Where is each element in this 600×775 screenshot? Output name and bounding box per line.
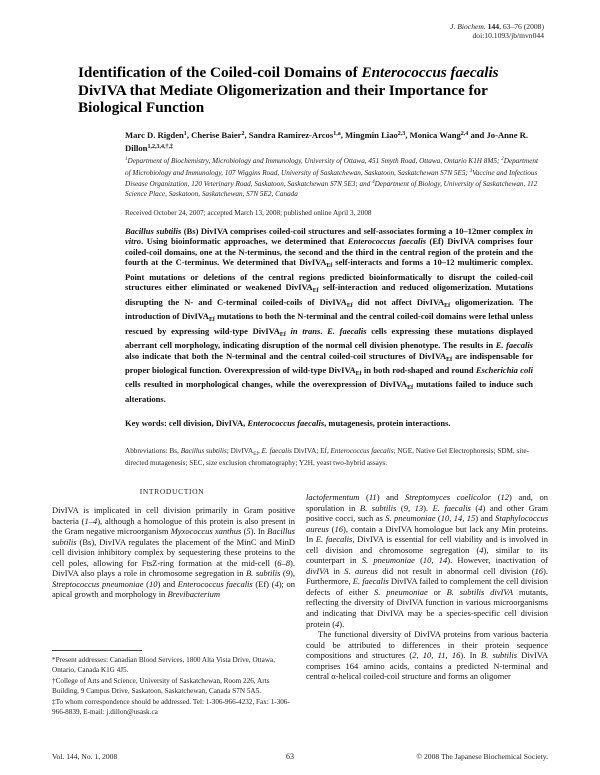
body-text: E. faecalis [315, 534, 353, 545]
body-text: DivIVA failed to complement the cell division defects of either [306, 576, 548, 597]
abs-text: in trans [290, 325, 321, 336]
affil-4: Department of Biology, University of Saskatchewan, 112 Science Place, Saskatoon, Saskatchewan, S7N 5E2, Canada [125, 180, 538, 198]
body-text: ( [414, 555, 423, 566]
abbr-text: ; DivIVA [226, 447, 254, 455]
abbr-text: ; NGE, Native Gel Electrophoresis; SDM, site-directed mutagenesis; SEC, size exclusion chromatography; Y2H, yeast two-hybrid assays. [125, 447, 529, 468]
body-text: DivIVA comprises 164 amino acids, contains a predicted N-terminal and central α-helical coiled-coil structure and forms an oligomer [306, 650, 549, 682]
body-text: ). [423, 502, 433, 513]
body-text: ) and other Gram positive cocci, such as [306, 502, 548, 524]
abbr-text: DivIVA; Ef, [291, 447, 331, 455]
body-text: ( [328, 523, 335, 534]
abs-sub: Ef [407, 385, 414, 392]
body-text: E. faecalis [432, 502, 471, 513]
author [410, 130, 487, 140]
body-text: Brevibacterium [167, 589, 220, 600]
body-text: ( [396, 502, 404, 513]
abs-text: self-interacts and forms a 10–12 multimeric complex. Point mutations or deletions of the central regions predicted bioinformatically to disrupt the coiled-coil structures either eliminated or weakened DivIVA [125, 257, 533, 293]
body-text: Streptococcus pneumoniae [52, 578, 144, 589]
received-dates: Received October 24, 2007; accepted March 13, 2008; published online April 3, 2008 [125, 209, 372, 217]
citation-ref[interactable]: 9 [285, 568, 291, 579]
abs-text: did not affect DivIVA [352, 296, 445, 307]
body-text: ) and [376, 492, 406, 502]
citation-ref[interactable]: 4 [274, 578, 279, 589]
body-text: B. subtilis divIVA [446, 586, 514, 597]
title-part-2: DivIVA that Mediate Oligomerization and their Importance for Biological Function [78, 81, 488, 116]
citation-ref[interactable]: 16 [534, 565, 544, 576]
citation-ref[interactable]: 6–8 [277, 557, 291, 568]
author-mark: 2 [241, 131, 245, 137]
body-text: mutants, reflecting the diversity of DivIVA function in various microorganisms and indicating that DivIVA may be a species-specific cell division protein ( [306, 586, 548, 629]
author-sep: , [405, 130, 410, 140]
abs-text: also indicate that both the N-terminal and the central coiled-coil structures of DivIVA [125, 350, 447, 361]
body-text: S. aureus [344, 565, 378, 576]
body-text: ). In [460, 650, 481, 661]
abs-text: E. faecalis [495, 340, 533, 351]
abstract [125, 226, 533, 404]
body-text: B. subtilis [480, 650, 518, 661]
abs-text: Enterococcus faecalis [347, 236, 427, 247]
citation-ref[interactable]: 1–4 [84, 515, 98, 526]
body-text: Streptomyces coelicolor [405, 492, 492, 502]
body-text: B. subtilis [245, 568, 281, 579]
abs-sub: Ef [446, 356, 453, 363]
body-text: did not result in abnormal cell division ( [377, 565, 535, 576]
abs-text: E. faecalis [327, 325, 367, 336]
body-text: ), [290, 568, 295, 579]
abs-text: self-interaction and reduced oligomerization. Mutations disrupting the N- and C-terminal coiled-coils of DivIVA [125, 282, 534, 307]
abs-sub: Ef [346, 302, 353, 309]
abbr-text: E. faecalis [261, 447, 292, 455]
abbr-text: Abbreviations: Bs, [125, 447, 181, 455]
body-text: ), although a homologue of this protein is also present in the Gram negative microorganism [52, 515, 295, 537]
author-mark: 1,a [333, 131, 341, 137]
footnotes [52, 656, 292, 719]
abs-sub: Ef [312, 288, 319, 295]
kw-text: Enterococcus faecalis [247, 418, 325, 428]
abs-sub: Ef [355, 370, 362, 377]
affil-3: Vaccine and Infectious Disease Organization, 120 Veterinary Road, Saskatoon, Saskatchewan S7N 5E3; and [125, 168, 538, 189]
abs-text: cells resulted in morphological changes, while the overexpression of DivIVA [125, 379, 408, 390]
body-text: ) and, on sporulation in [306, 492, 548, 513]
author-mark: 1 [183, 131, 187, 137]
affil-2: Department of Microbiology and Immunology, 107 Wiggins Road, University of Saskatchewan, Saskatoon, Saskatchewan S7N 5E5; [125, 157, 539, 177]
abbr-text: , [258, 447, 262, 455]
body-text: ). [339, 618, 345, 629]
abbr-text: Enterococcus faecalis [330, 447, 394, 455]
citation-ref[interactable]: 11 [368, 492, 377, 502]
body-text: DivIVA is implicated in cell division primarily in Gram positive bacteria ( [52, 505, 295, 526]
citation-ref[interactable]: 4 [335, 618, 340, 629]
body-text: Enterococcus faecalis [177, 578, 253, 589]
author-list [125, 128, 535, 154]
citation-ref[interactable]: 9, 13 [403, 502, 424, 513]
body-text: ( [143, 578, 149, 589]
citation-ref[interactable]: 4 [479, 544, 484, 555]
journal-name: J. Biochem. [450, 22, 486, 31]
affil-mark: 4 [372, 180, 375, 186]
author-name: Mingmin Liao [345, 130, 398, 140]
abs-text: . [320, 325, 328, 336]
footnote-rule [52, 650, 142, 651]
body-text: ). In [250, 526, 268, 537]
abbreviations [125, 447, 535, 469]
author-name: Cherise Baier [191, 130, 242, 140]
keywords [125, 418, 533, 429]
citation-ref[interactable]: 10, 14, 15 [440, 513, 476, 524]
body-text: ( [280, 568, 286, 579]
author-sep: and [468, 130, 487, 140]
author-mark: 1,2,3,4,†,‡ [147, 144, 174, 150]
intro-right-column [306, 492, 548, 682]
footer-volume: Vol. 144, No. 1, 2008 [52, 752, 118, 761]
affil-mark: 1 [125, 157, 128, 162]
abs-sub: Ef [444, 302, 451, 309]
body-text: ), similar to its counterpart in [306, 544, 548, 566]
body-text: The functional diversity of DivIVA proteins from various bacteria could be attributed to differences in their protein sequence compositions and structures ( [306, 629, 548, 661]
body-text: ) and [475, 513, 496, 524]
kw-text: Key words: cell division, DivIVA, [125, 418, 248, 428]
body-text: Bacillus subtilis [52, 526, 295, 547]
citation-ref[interactable]: 2, 10, 11, 16 [412, 650, 461, 661]
body-text: divIVA [306, 565, 329, 576]
citation-ref[interactable]: 10, 14 [422, 555, 448, 566]
abs-sub: Ef [279, 331, 286, 338]
journal-header [450, 22, 544, 40]
body-text: ( [241, 526, 247, 537]
affiliations [125, 155, 545, 199]
author-sep: , [244, 130, 249, 140]
affil-mark: 3 [469, 168, 473, 174]
body-text: S. pneumoniae [361, 555, 415, 566]
author-name: Monica Wang [409, 130, 461, 140]
body-text: B. subtilis [359, 502, 397, 513]
title-species: Enterococcus faecalis [361, 64, 499, 81]
abs-sub: Ef [208, 317, 215, 324]
body-text: Staphylococcus aureus [306, 513, 549, 534]
author-name: Marc D. Rigden [125, 130, 184, 140]
abs-text: cells expressing these mutations displayed aberrant cell morphology, indicating disruption of the normal cell division phenotype. The results in [125, 325, 534, 351]
body-text: ( [359, 492, 369, 502]
abs-text: are indispensable for proper biological function. Overexpression of wild-type DivIVA [125, 350, 533, 375]
body-text: ). DivIVA also plays a role in chromosome segregation in [52, 557, 295, 579]
abs-text: (Ef) DivIVA comprises four coiled-coil domains, one at the N-terminus, the second and the third in the central region of the protein and the fourth at the C-terminus. We determined that DivIVA [125, 236, 533, 268]
body-text: ( [435, 513, 441, 524]
affil-1: Department of Biochemistry, Microbiology and Immunology, University of Ottawa, 451 Smyth Road, Ottawa, Ontario K1H 8M5; [127, 157, 502, 165]
footnote: †College of Arts and Science, University of Saskatchewan, Room 226, Arts Building, 9 Campus Drive, Saskatoon, Saskatchewan, Canada S7N 5A5. [52, 677, 270, 695]
author-name: Sandra Ramirez-Arcos [248, 130, 334, 140]
citation-ref[interactable]: 16 [334, 523, 344, 534]
author [191, 130, 249, 140]
body-text: , DivIVA is essential for cell viability and is involved in cell division and chromosome segregation ( [306, 534, 548, 555]
abs-text: in both rod-shaped and round [361, 364, 476, 375]
abbr-text: Bacillus subtilis [180, 447, 227, 455]
citation-ref[interactable]: 12 [500, 492, 510, 502]
author [249, 130, 345, 140]
abs-text: mutations failed to induce such alterations. [125, 379, 534, 404]
kw-text: , mutagenesis, protein interactions. [324, 418, 451, 428]
body-text: ( [470, 502, 479, 513]
footnote: *Present addresses: Canadian Blood Services, 1800 Alta Vista Drive, Ottawa, Ontario, Canada K1G 4J5. [52, 656, 276, 674]
abs-text: in vitro [125, 226, 533, 247]
author [125, 130, 191, 140]
abs-text: oligomerization. The introduction of DivIVA [125, 296, 534, 322]
citation-line [450, 22, 544, 31]
body-text: (Ef) ( [252, 578, 275, 589]
author-name: Jo-Anne R. Dillon [125, 130, 529, 153]
body-text: S. pneumoniae [385, 513, 436, 524]
body-text: lactofermentum [306, 492, 360, 502]
author-mark: 2,3 [397, 131, 406, 137]
abs-text: mutations to both the N-terminal and the central coiled-coil domains were lethal unless rescued by expressing wild-type DivIVA [125, 311, 533, 336]
author-sep: , [340, 130, 346, 140]
article-title [78, 64, 538, 117]
body-text: ), contain a DivIVA homologue but lack any Min proteins. In [306, 523, 548, 545]
abs-sub: Ef [326, 263, 333, 270]
title-part-1: Identification of the Coiled-coil Domains of [78, 64, 362, 81]
citation-ref[interactable]: 10 [148, 578, 158, 589]
body-text: Myxococcus xanthus [170, 526, 242, 537]
citation-ref[interactable]: 5 [246, 526, 251, 537]
doi[interactable]: doi:10.1093/jb/mvn044 [472, 31, 544, 40]
body-text: or [427, 586, 447, 597]
page-number: 63 [286, 752, 294, 761]
section-heading-introduction: INTRODUCTION [139, 487, 205, 496]
copyright: © 2008 The Japanese Biochemical Society. [416, 752, 548, 761]
body-text: ). Furthermore, [306, 565, 548, 587]
body-text: in [328, 565, 345, 576]
body-text: ); on apical growth and morphology in [52, 578, 295, 600]
body-text: ) and [157, 578, 178, 589]
body-text: S. pneumoniae [374, 586, 428, 597]
footnote: ‡To whom correspondence should be addressed. Tel: 1-306-966-4232, Fax: 1-306-966-8839, E-mail: j.dillon@usask.ca [52, 698, 290, 716]
body-text: ( [491, 492, 501, 502]
author [345, 130, 410, 140]
journal-volume: 144 [487, 22, 500, 31]
abbr-sub: Ef [253, 452, 258, 457]
body-text: ). However, inactivation of [447, 555, 548, 566]
abs-text: Escherichia coli [475, 364, 533, 375]
author-sep: , [186, 130, 192, 140]
abs-text: Bacillus subtilis [125, 226, 182, 236]
body-text: E. faecalis [352, 576, 389, 587]
citation-ref[interactable]: 4 [478, 502, 483, 513]
author-mark: 2,4 [460, 131, 469, 137]
intro-left-column [52, 505, 295, 600]
body-text: (Bs), DivIVA regulates the placement of the MinC and MinD cell division inhibitory complex by sequestering these proteins to the cell poles, allowing for FtsZ-ring formation at the mid-cell ( [52, 536, 295, 568]
abs-text: . Using bioinformatic approaches, we determined that [141, 236, 348, 247]
affil-mark: 2 [501, 157, 504, 162]
journal-pages-year: , 63–76 (2008) [499, 22, 544, 31]
abs-text: (Bs) DivIVA comprises coiled-coil structures and self-associates forming a 10–12mer complex [181, 226, 526, 236]
